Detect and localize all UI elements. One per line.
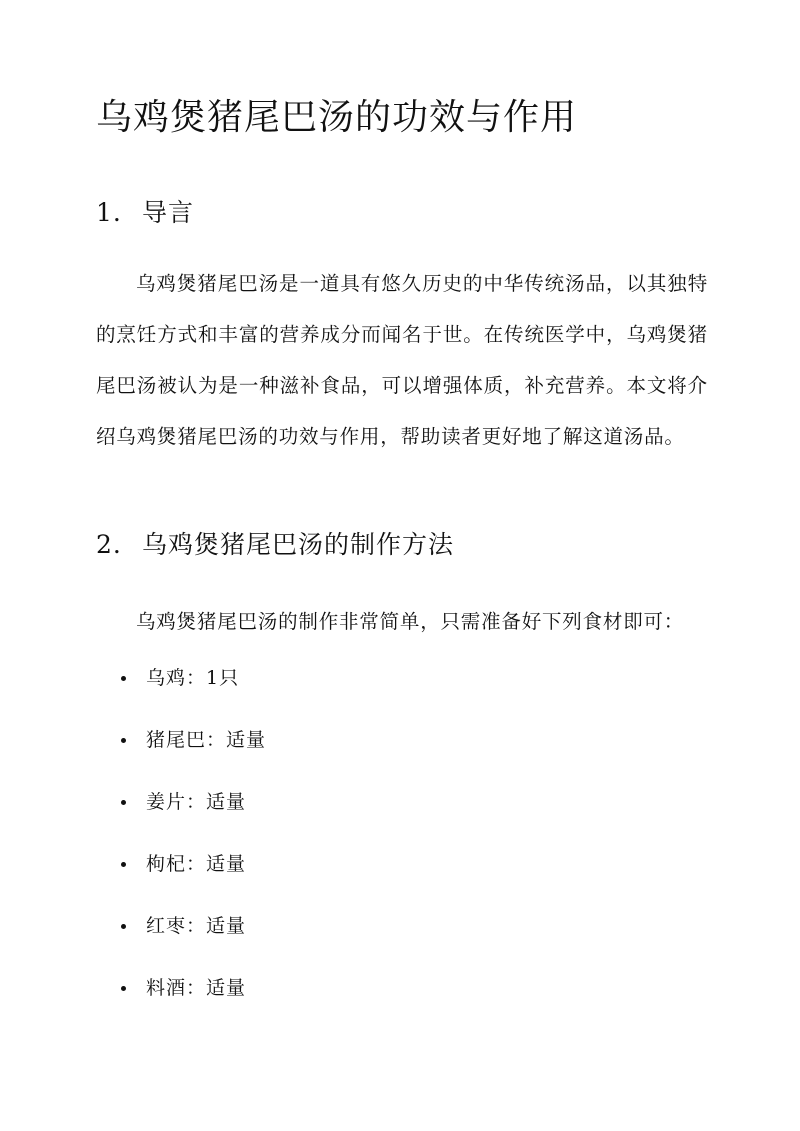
section-number: 1. <box>96 198 122 227</box>
ingredient-text: 乌鸡：1只 <box>146 667 240 689</box>
ingredient-text: 猪尾巴：适量 <box>146 729 267 751</box>
bullet-icon <box>121 924 126 929</box>
bullet-icon <box>121 676 126 681</box>
ingredient-text: 姜片：适量 <box>146 791 247 813</box>
bullet-icon <box>121 738 126 743</box>
ingredient-text: 红枣：适量 <box>146 915 247 937</box>
ingredient-text: 枸杞：适量 <box>146 853 247 875</box>
preparation-paragraph: 乌鸡煲猪尾巴汤的制作非常简单，只需准备好下列食材即可： <box>136 610 685 633</box>
list-item <box>96 968 266 1030</box>
section-heading-preparation <box>96 527 454 563</box>
ingredient-list <box>96 658 266 1030</box>
introduction-paragraph: 乌鸡煲猪尾巴汤是一道具有悠久历史的中华传统汤品，以其独特的烹饪方式和丰富的营养成分而闻名于世。在传统医学中，乌鸡煲猪尾巴汤被认为是一种滋补食品，可以增强体质，补充营养。本文将介绍乌鸡煲猪尾巴汤的功效与作用，帮助读者更好地了解这道汤品。 <box>96 272 708 448</box>
list-item <box>96 906 266 968</box>
section-title: 乌鸡煲猪尾巴汤的制作方法 <box>142 530 455 559</box>
bullet-icon <box>121 862 126 867</box>
section-heading-introduction <box>96 195 194 231</box>
section-number: 2. <box>96 530 122 559</box>
section-title: 导言 <box>142 198 195 227</box>
bullet-icon <box>121 986 126 991</box>
bullet-icon <box>121 800 126 805</box>
ingredient-text: 料酒：适量 <box>146 977 247 999</box>
list-item <box>96 844 266 906</box>
list-item <box>96 658 266 720</box>
document-title: 乌鸡煲猪尾巴汤的功效与作用 <box>96 97 578 138</box>
list-item <box>96 720 266 782</box>
list-item <box>96 782 266 844</box>
